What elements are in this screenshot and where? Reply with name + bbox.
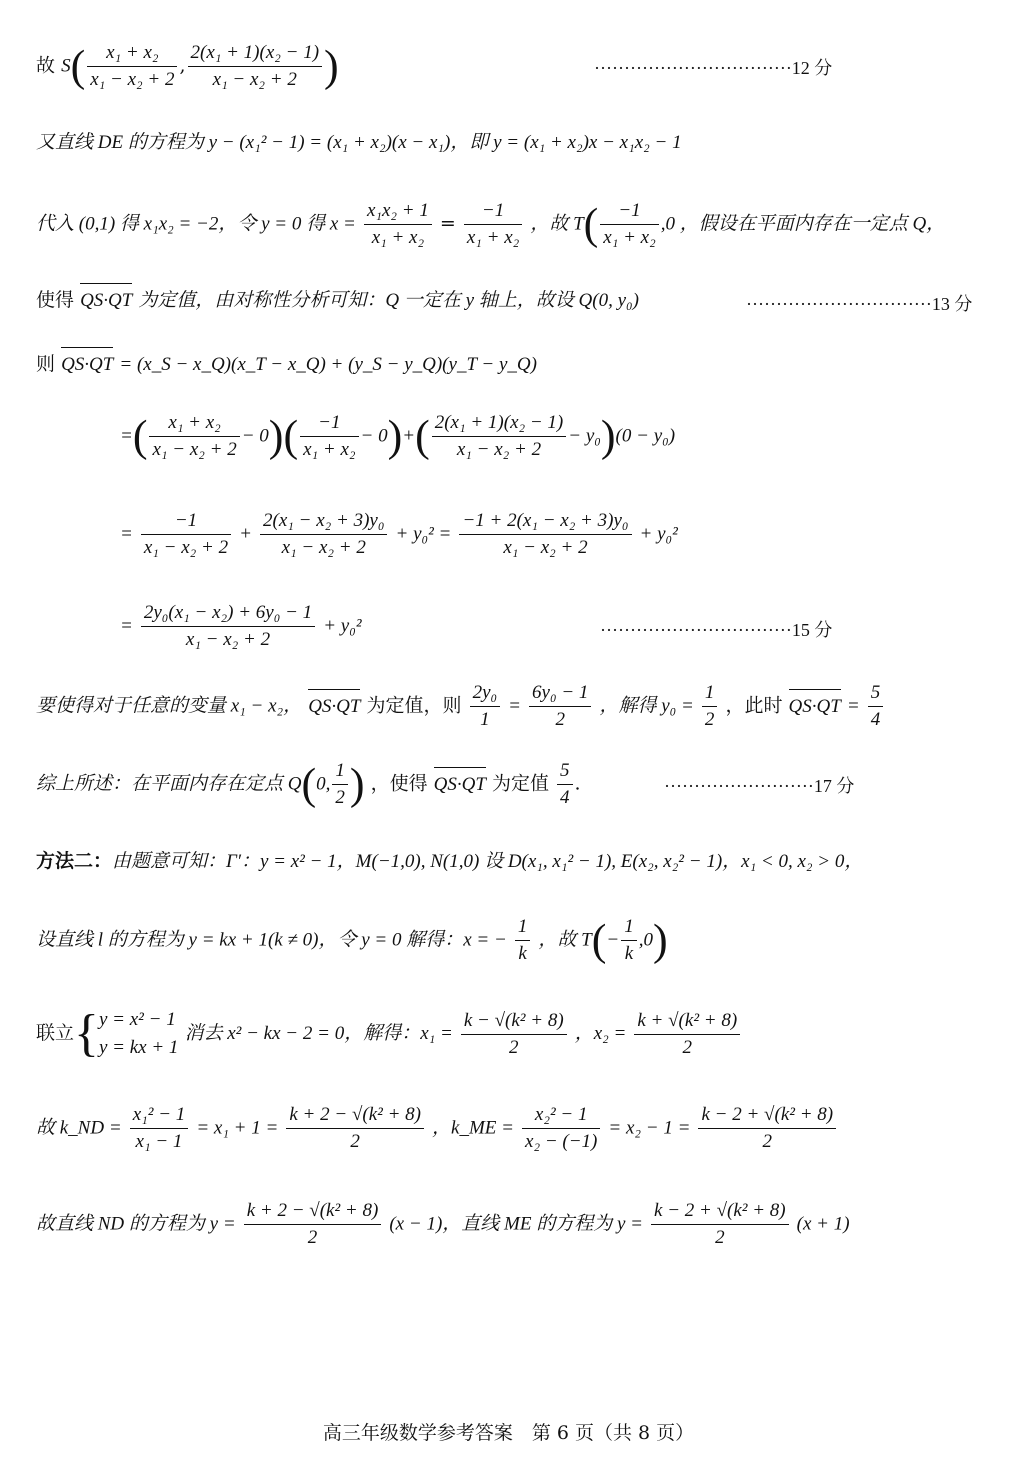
line-conclusion	[36, 758, 581, 811]
text: −	[606, 929, 620, 951]
score-15: ································15 分	[600, 620, 833, 640]
line-expand-3	[120, 600, 362, 653]
line-set-line-l	[36, 914, 668, 967]
fraction: $\frac{\text{x₁x₂ + 1}}{\text{x₁ + x₂}}$	[364, 198, 432, 251]
text: = x₂ − 1 =	[608, 1117, 691, 1139]
line-de-equation	[36, 130, 682, 155]
dot-product: QS·QT	[433, 773, 486, 795]
text: 联立	[36, 1022, 75, 1044]
text: 由题意可知：Γ′：y = x² − 1，M(−1,0), N(1,0) 设 D(x₁, x₁² − 1), E(x₂, x₂² − 1)，x₁ < 0, x₂ > 0，	[112, 851, 864, 872]
fraction: $\frac{\text{2y₀}}{1}$	[470, 680, 501, 733]
text: +	[239, 523, 252, 545]
text: ,0 ，假设在平面内存在一定点 Q，	[660, 213, 946, 235]
text: − 0	[360, 425, 388, 447]
paren-left: (	[132, 411, 148, 461]
line-s-coordinates: 故 S( $\frac{\text{x₁ + x₂}}{\text{x₁ − x₂ + 2}}$ , $\frac{\text{2(x₁ + 1)(x₂ − 1)}}{\text{x₁ − x₂ + 2}}$ )	[36, 40, 339, 93]
text: 故直线 ND 的方程为 y =	[36, 1213, 236, 1235]
paren-left: (	[415, 411, 430, 461]
line-method-two	[36, 849, 863, 874]
text: 又直线 DE 的方程为 y − (x₁² − 1) = (x₁ + x₂)(x − x₁)，即 y = (x₁ + x₂)x − x₁x₂ − 1	[36, 132, 682, 153]
paren-right: )	[387, 411, 403, 461]
text: 设直线 l 的方程为 y = kx + 1(k ≠ 0)，令 y = 0 解得：x = −	[36, 929, 507, 951]
text: =	[120, 615, 133, 637]
fraction: $\frac{\text{2y₀(x₁ − x₂) + 6y₀ − 1}}{\text{x₁ − x₂ + 2}}$	[141, 600, 315, 653]
paren-right: )	[324, 41, 339, 91]
text: = (x_S − x_Q)(x_T − x_Q) + (y_S − y_Q)(y_T − y_Q)	[119, 354, 537, 375]
line-dot-product	[36, 352, 537, 377]
brace-left: {	[74, 1005, 99, 1062]
dot-product: QS·QT	[61, 354, 114, 375]
fraction: $\frac{\text{x₁ + x₂}}{\text{x₁ − x₂ + 2}}$	[87, 40, 177, 93]
text: (x − 1)，直线 ME 的方程为 y =	[389, 1213, 643, 1235]
text: + y₀²	[639, 523, 678, 545]
paren-left: (	[591, 915, 607, 965]
dot-product: QS·QT	[308, 695, 361, 717]
text: 消去 x² − kx − 2 = 0，解得：x₁ =	[184, 1023, 453, 1044]
line-slopes	[36, 1102, 838, 1155]
fraction: $\frac{-1}{\text{x₁ + x₂}}$	[600, 198, 658, 251]
fraction: $\frac{-1}{\text{x₁ − x₂ + 2}}$	[141, 508, 231, 561]
fraction: $\frac{\text{x₁ + x₂}}{\text{x₁ − x₂ + 2}}$	[149, 410, 239, 463]
fraction: $\frac{5}{4}$	[557, 758, 573, 811]
text: ，此时	[725, 694, 783, 717]
paren-right: )	[268, 411, 284, 461]
text: + y₀² =	[395, 523, 452, 545]
fraction: $\frac{\text{k − 2 + √(k² + 8)}}{2}$	[698, 1102, 836, 1155]
text: 则	[36, 353, 56, 375]
paren-left: (	[70, 41, 86, 91]
paren-left: (	[583, 199, 599, 249]
fraction: $\frac{-1}{\text{x₁ + x₂}}$	[464, 198, 522, 251]
method-two-heading: 方法二：	[36, 850, 113, 872]
fraction: $\frac{\text{k − √(k² + 8)}}{2}$	[461, 1008, 567, 1061]
fraction: $\frac{\text{2(x₁ + 1)(x₂ − 1)}}{\text{x₁ − x₂ + 2}}$	[188, 40, 323, 93]
symbol-s: S	[61, 55, 71, 77]
text: =	[439, 212, 456, 235]
text: 要使得对于任意的变量 x₁ − x₂，	[36, 695, 303, 717]
dot-product: QS·QT	[80, 290, 133, 311]
text: 代入 (0,1) 得 x₁x₂ = −2，令 y = 0 得 x =	[36, 213, 356, 235]
text: =	[120, 523, 133, 545]
paren-right: )	[652, 915, 668, 965]
paren-right: )	[600, 411, 616, 461]
fraction: $\frac{1}{k}$	[515, 914, 531, 967]
text: 故	[36, 54, 56, 77]
line-assume-q	[36, 288, 639, 313]
text: ，使得	[370, 772, 428, 795]
text: 为定值	[491, 772, 549, 795]
equation-system: y = x² − 1 y = kx + 1	[98, 1009, 179, 1058]
text: 综上所述：在平面内存在定点 Q	[36, 773, 302, 795]
fraction: $\frac{1}{k}$	[621, 914, 637, 967]
text: =	[120, 425, 133, 447]
text: (0 − y₀)	[615, 425, 676, 447]
line-constant-condition	[36, 680, 885, 733]
fraction: $\frac{\text{k + 2 − √(k² + 8)}}{2}$	[244, 1198, 382, 1251]
dot-product: QS·QT	[788, 695, 841, 717]
score-17: ·························17 分	[664, 776, 855, 796]
text: + y₀²	[323, 615, 362, 637]
text: 为定值，由对称性分析可知：Q 一定在 y 轴上，故设 Q(0, y₀)	[138, 290, 639, 311]
text: = x₁ + 1 =	[196, 1117, 279, 1139]
score-12: ·································12 分	[594, 58, 833, 78]
text: ，故 T	[530, 213, 584, 235]
text: 故 k_ND =	[36, 1117, 122, 1139]
fraction: $\frac{1}{2}$	[702, 680, 718, 733]
text: 使得	[36, 289, 75, 311]
fraction: $\frac{\text{k − 2 + √(k² + 8)}}{2}$	[651, 1198, 789, 1251]
fraction: $\frac{\text{−1 + 2(x₁ − x₂ + 3)y₀}}{\text{x₁ − x₂ + 2}}$	[459, 508, 631, 561]
text: +	[402, 425, 416, 447]
text: =	[846, 695, 860, 717]
line-substitute	[36, 198, 945, 251]
paren-left: (	[301, 759, 317, 809]
text: ，x₂ =	[574, 1023, 627, 1044]
fraction: $\frac{\text{k + 2 − √(k² + 8)}}{2}$	[286, 1102, 424, 1155]
text: ，k_ME =	[432, 1117, 514, 1139]
text: ，故 T	[538, 929, 592, 951]
text: − y₀	[568, 425, 601, 447]
fraction: $\frac{-1}{\text{x₁ + x₂}}$	[300, 410, 358, 463]
fraction: $\frac{\text{2(x₁ − x₂ + 3)y₀}}{\text{x₁ − x₂ + 2}}$	[260, 508, 387, 561]
text: 为定值，则	[366, 694, 462, 717]
fraction: $\frac{\text{k + √(k² + 8)}}{2}$	[634, 1008, 740, 1061]
paren-left: (	[283, 411, 299, 461]
line-system	[36, 1006, 742, 1062]
paren-right: )	[349, 759, 365, 809]
line-expand-1	[120, 410, 675, 463]
fraction: $\frac{\text{6y₀ − 1}}{2}$	[529, 680, 591, 733]
page-footer: 高三年级数学参考答案 第 6 页（共 8 页）	[322, 1422, 695, 1444]
line-expand-2	[120, 508, 678, 561]
score-13: ·······························13 分	[746, 294, 973, 314]
text: − 0	[241, 425, 269, 447]
text: ，解得 y₀ =	[599, 695, 694, 717]
text: =	[508, 695, 521, 717]
fraction: $\frac{5}{4}$	[868, 680, 884, 733]
fraction: $\frac{\text{x₂² − 1}}{\text{x₂ − (−1)}}$	[522, 1102, 600, 1155]
text: ,0	[638, 929, 653, 951]
fraction: $\frac{\text{x₁² − 1}}{\text{x₁ − 1}}$	[130, 1102, 189, 1155]
line-nd-me	[36, 1198, 850, 1251]
fraction: $\frac{1}{2}$	[332, 758, 348, 811]
text: 0,	[316, 773, 331, 795]
text: .	[574, 772, 581, 795]
text: (x + 1)	[796, 1213, 850, 1235]
fraction: $\frac{\text{2(x₁ + 1)(x₂ − 1)}}{\text{x₁ − x₂ + 2}}$	[432, 410, 567, 463]
